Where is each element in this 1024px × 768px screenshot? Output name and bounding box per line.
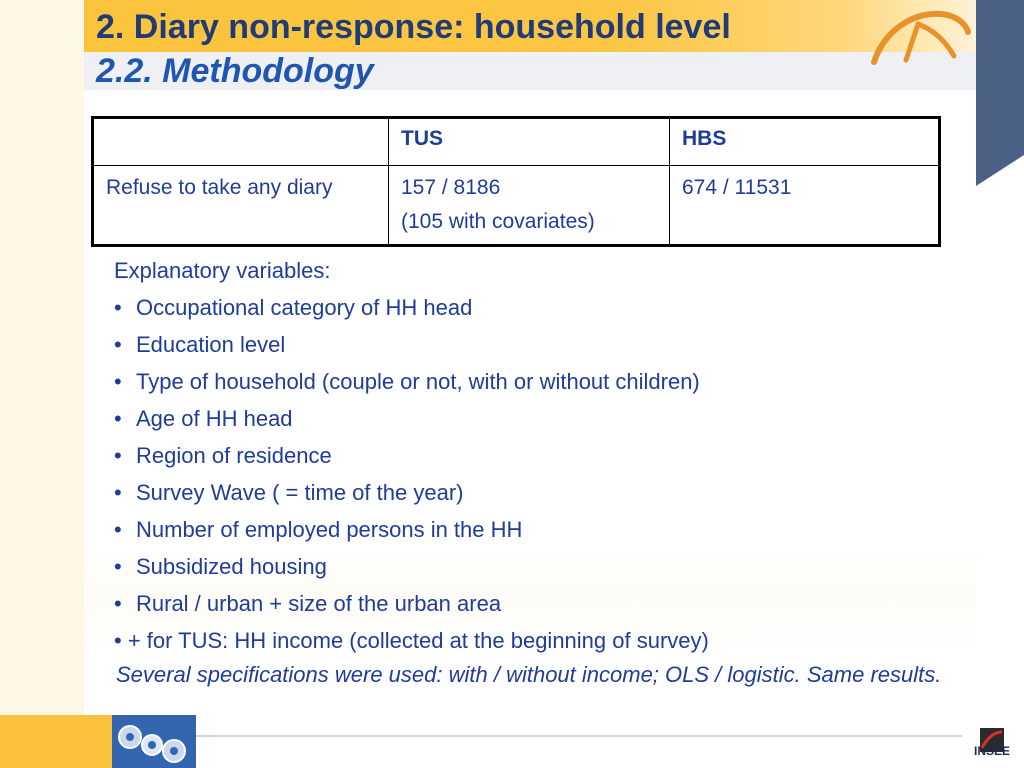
footer-divider [196, 735, 962, 737]
list-item: • Number of employed persons in the HH [114, 515, 954, 552]
list-item: • Occupational category of HH head [114, 293, 954, 330]
table-cell-label [93, 166, 389, 246]
right-decor-column [976, 0, 1024, 768]
bullet-glyph: • [114, 406, 122, 431]
list-item: • Region of residence [114, 441, 954, 478]
table-header-empty [93, 118, 389, 166]
list-item: • Type of household (couple or not, with or without children) [114, 367, 954, 404]
table-header-hbs: HBS [670, 118, 940, 166]
list-item: • Education level [114, 330, 954, 367]
list-item: • Rural / urban + size of the urban area [114, 589, 954, 626]
bullet-glyph: • [114, 591, 122, 616]
insee-logo-icon [966, 716, 1018, 766]
list-item-extra: • + for TUS: HH income (collected at the beginning of survey) [114, 628, 709, 653]
table-cell-tus [389, 166, 670, 246]
list-heading: Explanatory variables: [114, 258, 331, 283]
insee-logo-text: INSEE [973, 744, 1010, 758]
tus-note: (105 with covariates) [401, 210, 595, 233]
table-cell-hbs [670, 166, 940, 246]
row-label: Refuse to take any diary [106, 176, 333, 199]
page-subtitle: 2.2. Methodology [96, 52, 374, 90]
bullet-glyph: • [114, 517, 122, 542]
page-title: 2. Diary non-response: household level [96, 8, 731, 46]
bullet-glyph: • [114, 480, 122, 505]
table-row [93, 166, 940, 246]
list-item: • Age of HH head [114, 404, 954, 441]
specification-note: Several specifications were used: with / without income; OLS / logistic. Same results. [116, 662, 942, 687]
table-header-row [93, 118, 940, 166]
list-item: • Survey Wave ( = time of the year) [114, 478, 954, 515]
bullet-glyph: • [114, 369, 122, 394]
nonresponse-table [91, 116, 941, 247]
bullet-glyph: • [114, 332, 122, 357]
table-header-tus: TUS [389, 118, 670, 166]
left-decor-strip [0, 0, 84, 715]
tus-value: 157 / 8186 [401, 176, 501, 199]
arc-logo-icon [866, 2, 976, 72]
hbs-value: 674 / 11531 [682, 176, 792, 199]
bullet-glyph: • [114, 443, 122, 468]
explanatory-list [114, 256, 954, 663]
bullet-glyph: • [114, 554, 122, 579]
list-item: • Subsidized housing [114, 552, 954, 589]
bullet-glyph: • [114, 295, 122, 320]
footer-yellow-block [0, 715, 112, 768]
gears-icon [112, 715, 196, 768]
